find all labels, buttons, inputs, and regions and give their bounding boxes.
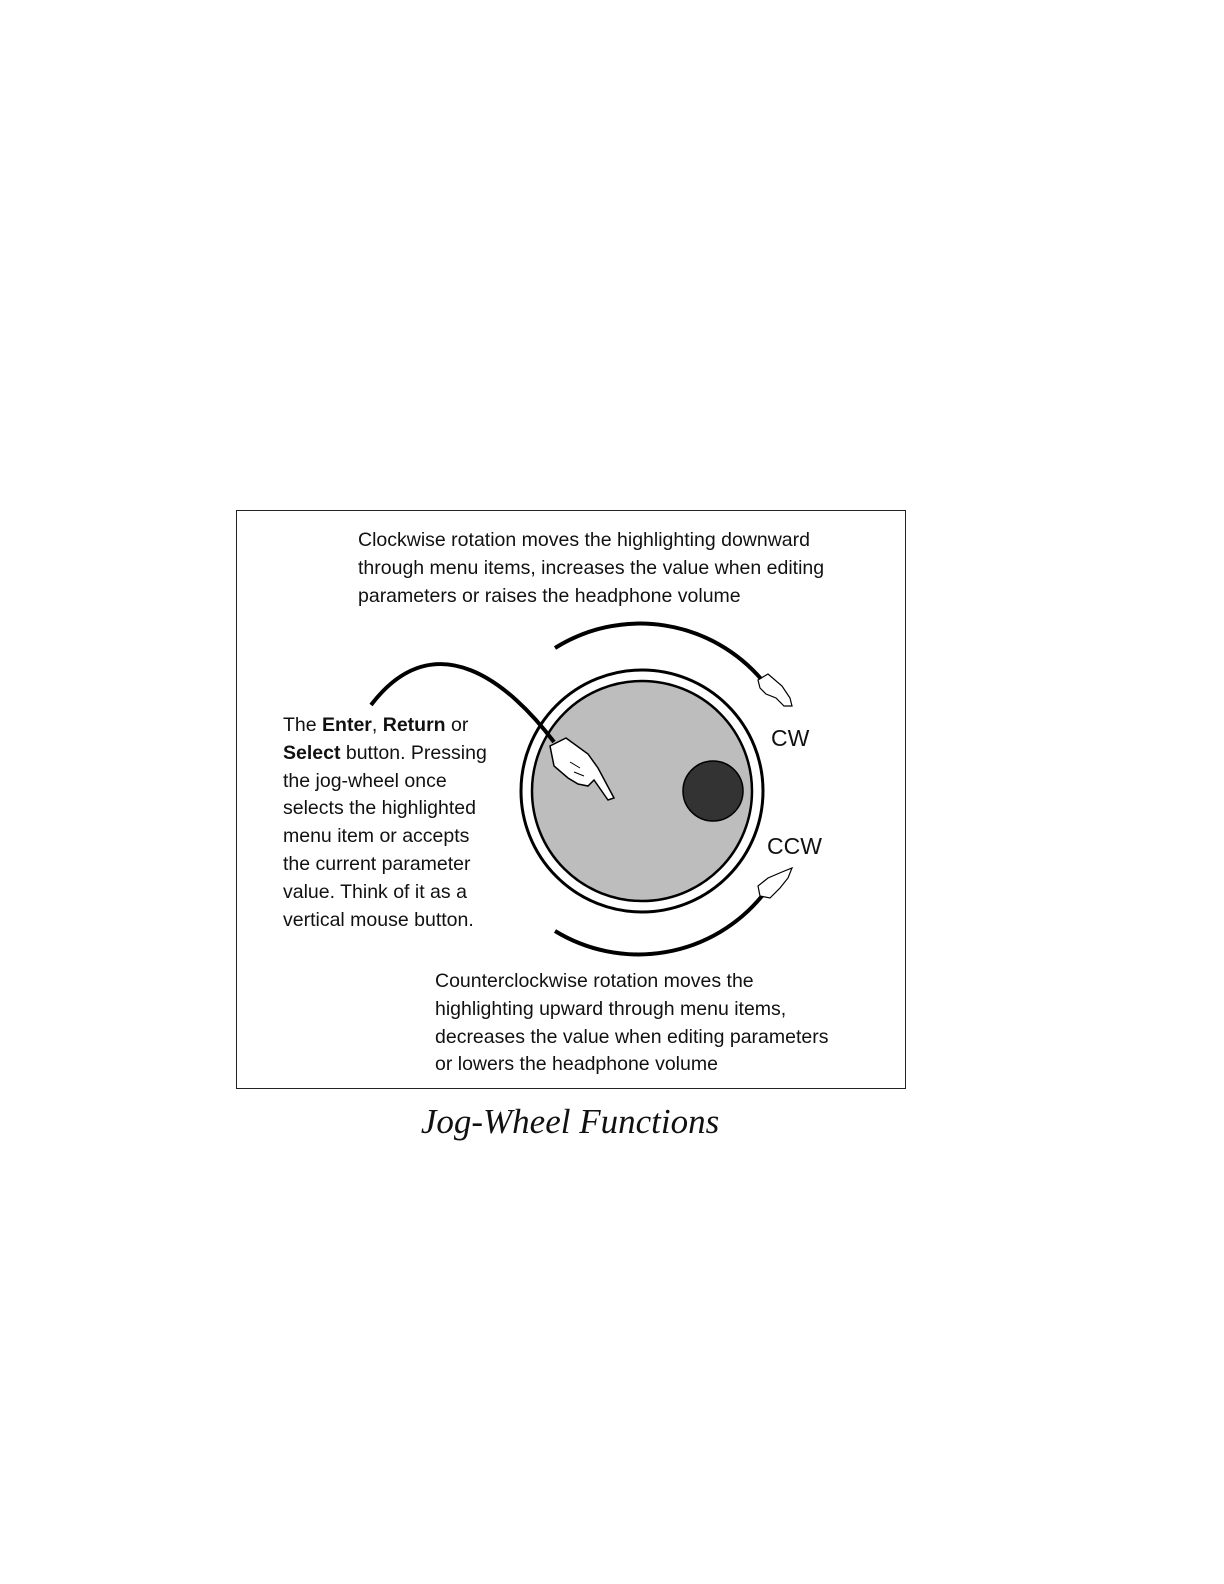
- enter-description-line: value. Think of it as a: [283, 880, 467, 903]
- return-keyword: Return: [382, 714, 446, 736]
- cw-description: [358, 527, 824, 610]
- cw-label: CW: [771, 725, 810, 751]
- enter-description-line: the jog-wheel once: [283, 769, 447, 792]
- cw-description-line: Clockwise rotation moves the highlighting downward: [358, 529, 810, 551]
- ccw-description-line: or lowers the headphone volume: [435, 1053, 718, 1076]
- enter-description: [283, 712, 487, 934]
- enter-description-line: the current parameter: [283, 852, 471, 875]
- enter-description-line: [283, 712, 487, 740]
- ccw-label: CCW: [767, 833, 822, 859]
- cw-description-line: through menu items, increases the value when editing: [358, 556, 825, 579]
- figure-caption: Jog-Wheel Functions: [420, 1102, 720, 1141]
- ccw-description-line: Counterclockwise rotation moves the: [435, 970, 754, 992]
- separator-text: ,: [371, 714, 383, 736]
- ccw-description-line: decreases the value when editing parameters: [435, 1025, 829, 1048]
- knob-dimple: [683, 761, 743, 821]
- or-text: or: [445, 714, 469, 736]
- cw-hand-icon: [758, 674, 792, 706]
- enter-description-line: menu item or accepts: [283, 825, 470, 848]
- enter-description-line: selects the highlighted: [283, 797, 476, 820]
- select-keyword: Select: [283, 741, 341, 764]
- enter-description-line: vertical mouse button.: [283, 908, 474, 931]
- ccw-description: [435, 968, 829, 1079]
- ccw-description-line: highlighting upward through menu items,: [435, 997, 787, 1020]
- enter-text: The: [283, 714, 323, 736]
- enter-keyword: Enter: [322, 714, 372, 736]
- enter-description-line: [283, 740, 487, 768]
- button-pressing-text: button. Pressing: [340, 741, 487, 764]
- ccw-hand-icon: [758, 868, 792, 898]
- cw-description-line: parameters or raises the headphone volume: [358, 584, 741, 607]
